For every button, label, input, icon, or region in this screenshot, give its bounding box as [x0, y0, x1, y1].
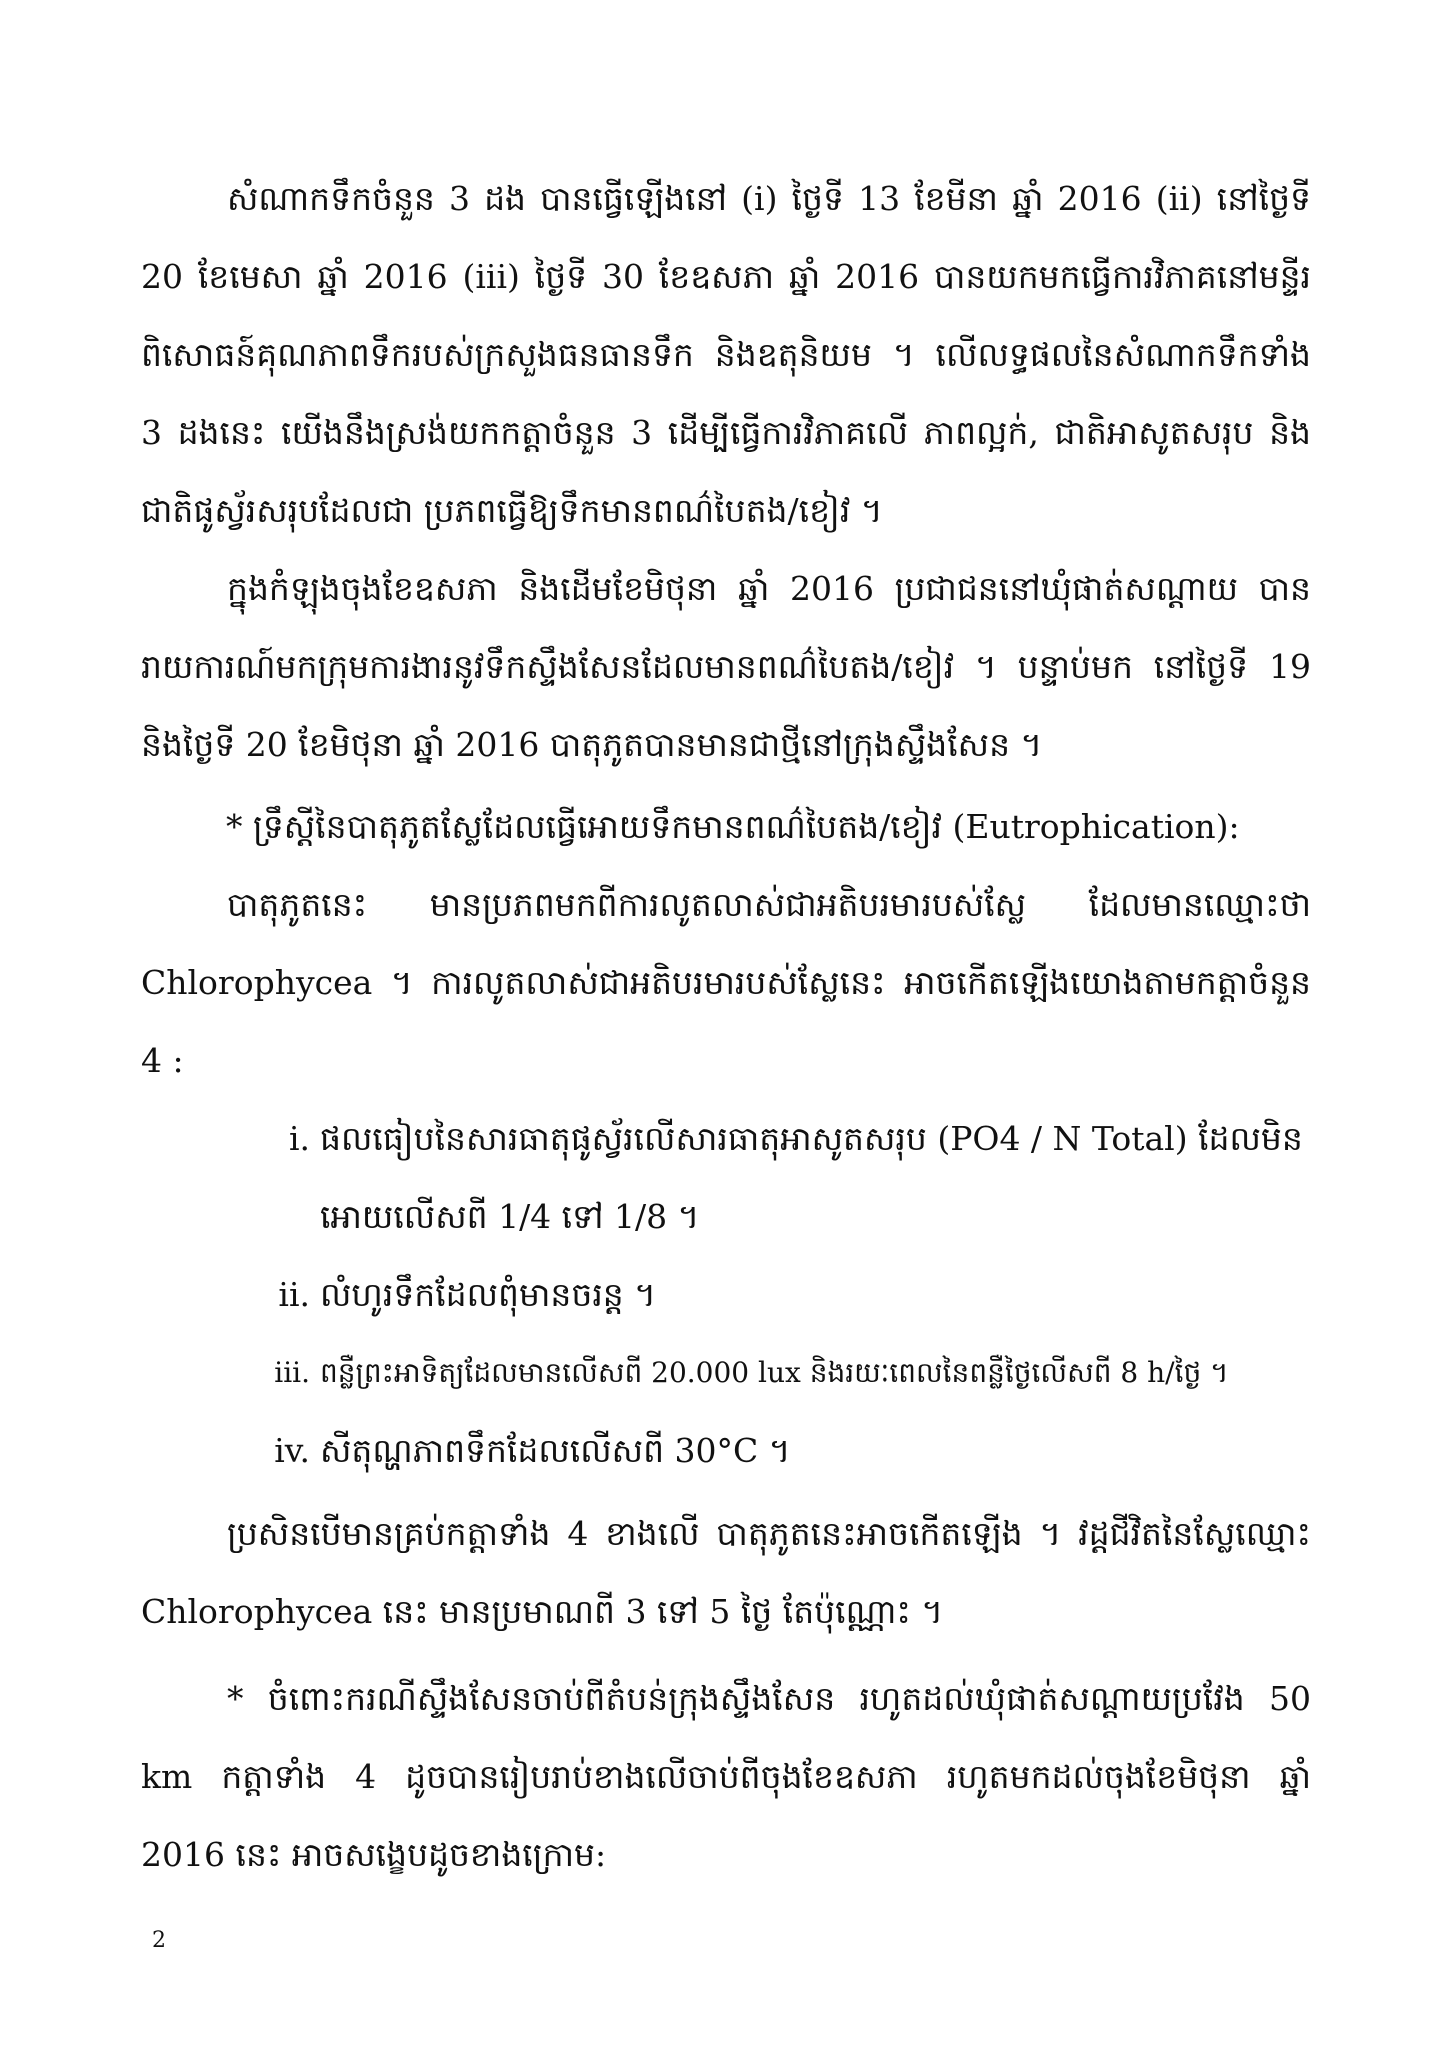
list-item-number: i.	[288, 1119, 310, 1158]
list-item-text: ពន្លឺព្រះអាទិត្យដែលមានលើសពី 20.000 lux និងរយៈពេលនៃពន្លឺថ្ងៃលើសពី 8 h/ថ្ងៃ ។	[320, 1356, 1229, 1389]
list-item-number: ii.	[278, 1275, 310, 1314]
paragraph-stung-sen-case: * ចំពោះករណីស្ទឹងសែនចាប់ពីតំបន់ក្រុងស្ទឹងសែន រហូតដល់ឃុំផាត់សណ្តាយប្រវែង 50 km កត្តាទាំង 4 ដូចបានរៀបរាប់ខាងលើចាប់ពីចុងខែឧសភា រហូតមកដល់ចុងខែមិថុនា ឆ្នាំ 2016 នេះ អាចសង្ខេបដូចខាងក្រោម:	[141, 1679, 1311, 1874]
paragraph-phenomenon-origin: បាតុភូតនេះ មានប្រភពមកពីការលូតលាស់ជាអតិបរមារបស់ស្លែ ដែលមានឈ្មោះថា Chlorophycea ។ ការលូតលាស់ជាអតិបរមារបស់ស្លែនេះ អាចកើតឡើងយោងតាមកត្តាចំនួន 4 :	[141, 885, 1311, 1080]
paragraph-life-cycle: ប្រសិនបើមានគ្រប់កត្តាទាំង 4 ខាងលើ បាតុភូតនេះអាចកើតឡើង ។ វដ្តជីវិតនៃស្លែឈ្មោះ Chlorophycea នេះ មានប្រមាណពី 3 ទៅ 5 ថ្ងៃ តែប៉ុណ្ណោះ ។	[141, 1514, 1311, 1631]
list-item	[240, 1334, 1320, 1412]
paragraph-water-sampling: សំណាកទឹកចំនួន 3 ដង បានធ្វើឡើងនៅ (i) ថ្ងៃទី 13 ខែមីនា ឆ្នាំ 2016 (ii) នៅថ្ងៃទី 20 ខែមេសា ឆ្នាំ 2016 (iii) ថ្ងៃទី 30 ខែឧសភា ឆ្នាំ 2016 បានយកមកធ្វើការវិភាគនៅមន្ទីរពិសោធន៍គុណភាពទឹករបស់ក្រសួងធនធានទឹក និងឧតុនិយម ។ លើលទ្ធផលនៃសំណាកទឹកទាំង 3 ដងនេះ យើងនឹងស្រង់យកកត្តាចំនួន 3 ដើម្បីធ្វើការវិភាគលើ ភាពល្អក់, ជាតិអាសូតសរុប និងជាតិផូស្វ័រសរុបដែលជា ប្រភពធ្វើឱ្យទឹកមានពណ៌បៃតង/ខៀវ ។	[141, 179, 1311, 530]
list-item	[240, 1256, 1320, 1334]
list-item-text: ផលធៀបនៃសារធាតុផូស្វ័រលើសារធាតុអាសូតសរុប (PO4 / N Total) ដែលមិនអោយលើសពី 1/4 ទៅ 1/8 ។	[320, 1119, 1303, 1236]
list-item	[240, 1100, 1320, 1256]
factors-list	[240, 1100, 1320, 1490]
page-number: 2	[152, 1928, 166, 1953]
list-item-number: iv.	[274, 1431, 310, 1470]
eutrophication-heading: * ទ្រឹស្តីនៃបាតុភូតស្លែដែលធ្វើអោយទឹកមានពណ៌បៃតង/ខៀវ (Eutrophication):	[226, 807, 1240, 846]
list-item-text: សីតុណ្ហភាពទឹកដែលលើសពី 30°C ។	[320, 1431, 791, 1470]
list-item-text: លំហូរទឹកដែលពុំមានចរន្ត ។	[320, 1275, 656, 1314]
paragraph-incident-report: ក្នុងកំឡុងចុងខែឧសភា និងដើមខែមិថុនា ឆ្នាំ 2016 ប្រជាជននៅឃុំផាត់សណ្តាយ បានរាយការណ៍មកក្រុមការងារនូវទឹកស្ទឹងសែនដែលមានពណ៌បៃតង/ខៀវ ។ បន្ទាប់មក នៅថ្ងៃទី 19 និងថ្ងៃទី 20 ខែមិថុនា ឆ្នាំ 2016 បាតុភូតបានមានជាថ្មីនៅក្រុងស្ទឹងសែន ។	[141, 569, 1311, 764]
list-item-number: iii.	[274, 1356, 310, 1389]
list-item	[240, 1412, 1320, 1490]
